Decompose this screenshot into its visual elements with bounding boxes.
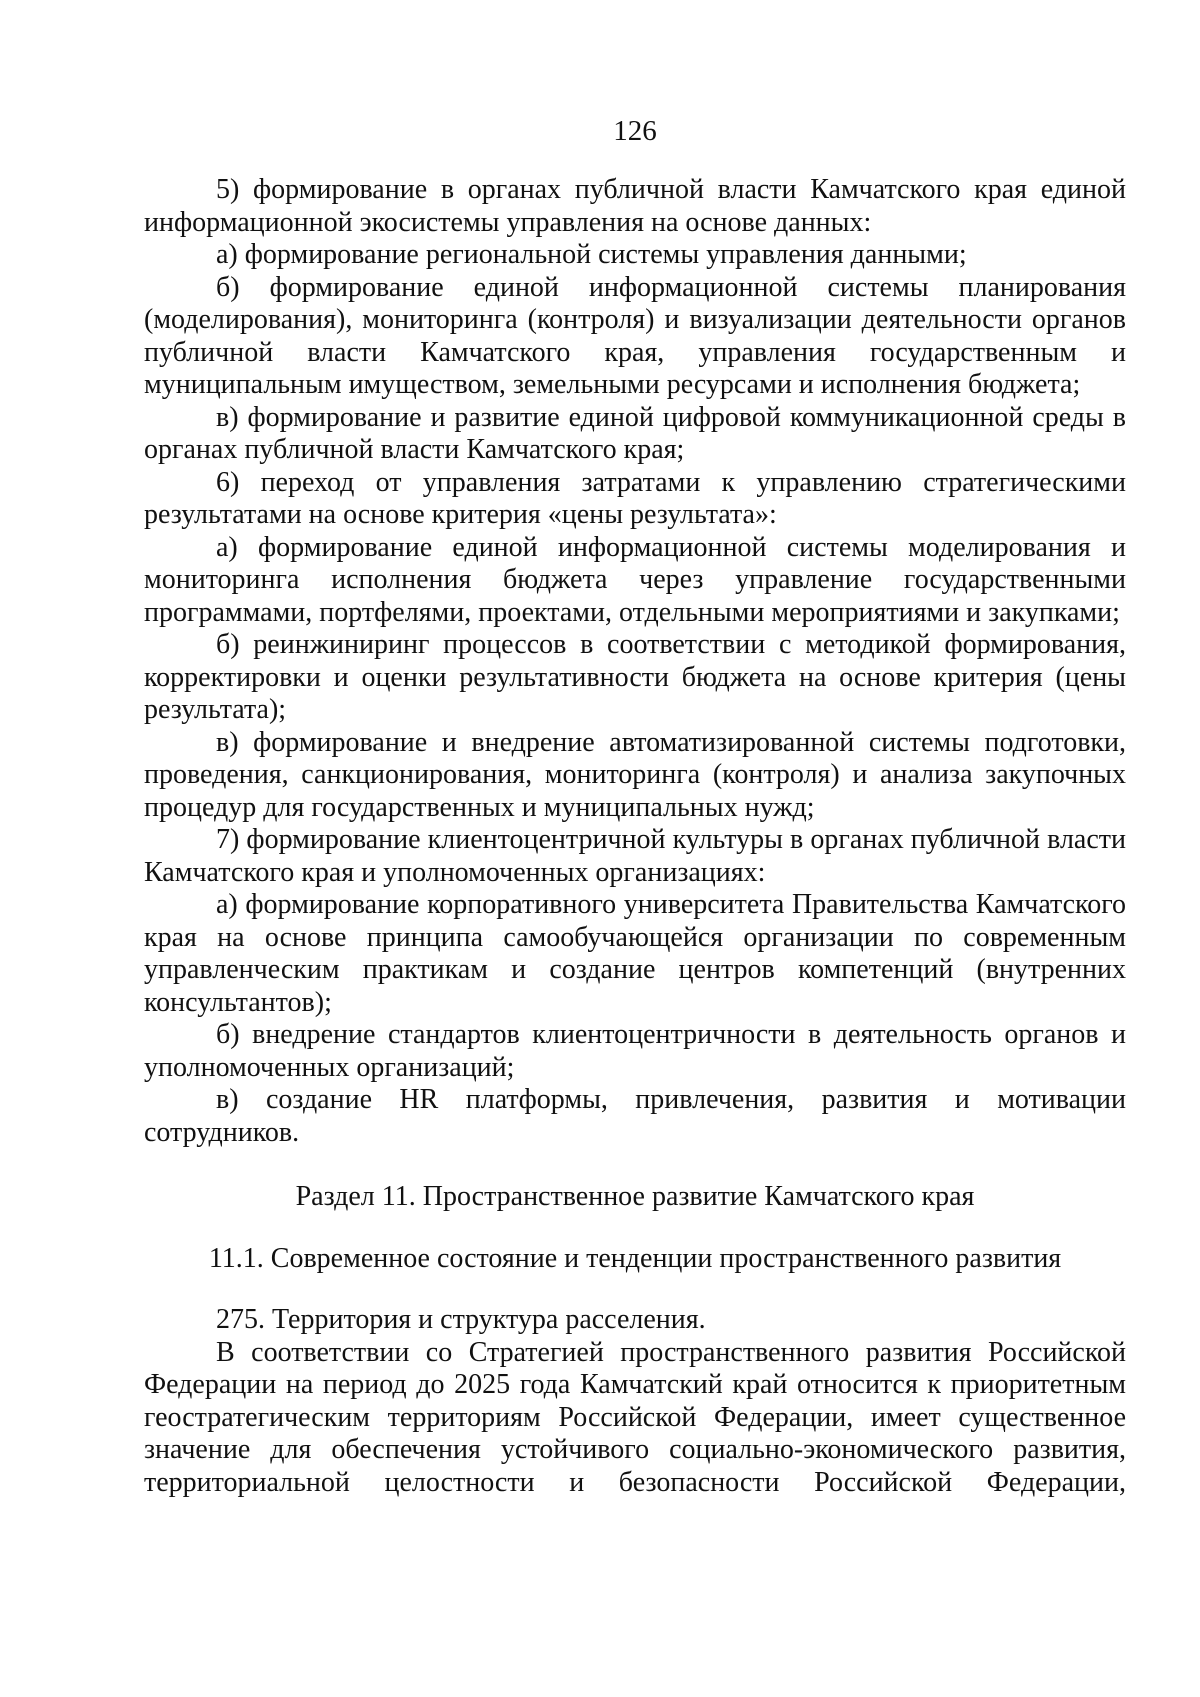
list-item: в) формирование и развитие единой цифровой коммуникационной среды в органах публичной власти Камчатского края; [144, 401, 1126, 465]
section-heading: Раздел 11. Пространственное развитие Камчатского края [295, 1181, 975, 1212]
list-item: в) создание HR платформы, привлечения, развития и мотивации сотрудников. [144, 1084, 1126, 1148]
list-item: а) формирование корпоративного университета Правительства Камчатского края на основе принципа самообучающейся организации по современным управленческим практикам и создание центров компетенций (внутренних консультантов); [144, 889, 1126, 1018]
list-item: 5) формирование в органах публичной власти Камчатского края единой информационной экосистемы управления на основе данных: [144, 174, 1126, 238]
list-item: в) формирование и внедрение автоматизированной системы подготовки, проведения, санкционирования, мониторинга (контроля) и анализа закупочных процедур для государственных и муниципальных нужд; [144, 726, 1126, 823]
list-item: б) внедрение стандартов клиентоцентричности в деятельность органов и уполномоченных организаций; [144, 1019, 1126, 1083]
list-item: 6) переход от управления затратами к управлению стратегическими результатами на основе критерия «цены результата»: [144, 466, 1126, 530]
subsection-heading: 11.1. Современное состояние и тенденции пространственного развития [208, 1242, 1062, 1274]
page-content [144, 174, 1126, 1499]
page-number: 126 [613, 115, 657, 147]
item-title: 275. Территория и структура расселения. [216, 1304, 706, 1335]
body-paragraph: В соответствии со Стратегией пространственного развития Российской Федерации на период до 2025 года Камчатский край относится к приоритетным геостратегическим территориям Российской Федерации, имеет существенное значение для обеспечения устойчивого социально-экономического развития, территориальной целостности и безопасности Российской Федерации, [144, 1336, 1126, 1498]
list-item: а) формирование региональной системы управления данными; [216, 239, 967, 270]
list-item: а) формирование единой информационной системы моделирования и мониторинга исполнения бюджета через управление государственными программами, портфелями, проектами, отдельными мероприятиями и закупками; [144, 531, 1126, 628]
list-item: б) формирование единой информационной системы планирования (моделирования), мониторинга (контроля) и визуализации деятельности органов публичной власти Камчатского края, управления государственным и муниципальным имуществом, земельными ресурсами и исполнения бюджета; [144, 271, 1126, 400]
list-item: 7) формирование клиентоцентричной культуры в органах публичной власти Камчатского края и уполномоченных организациях: [144, 824, 1126, 888]
list-item: б) реинжиниринг процессов в соответствии с методикой формирования, корректировки и оценки результативности бюджета на основе критерия (цены результата); [144, 629, 1126, 725]
